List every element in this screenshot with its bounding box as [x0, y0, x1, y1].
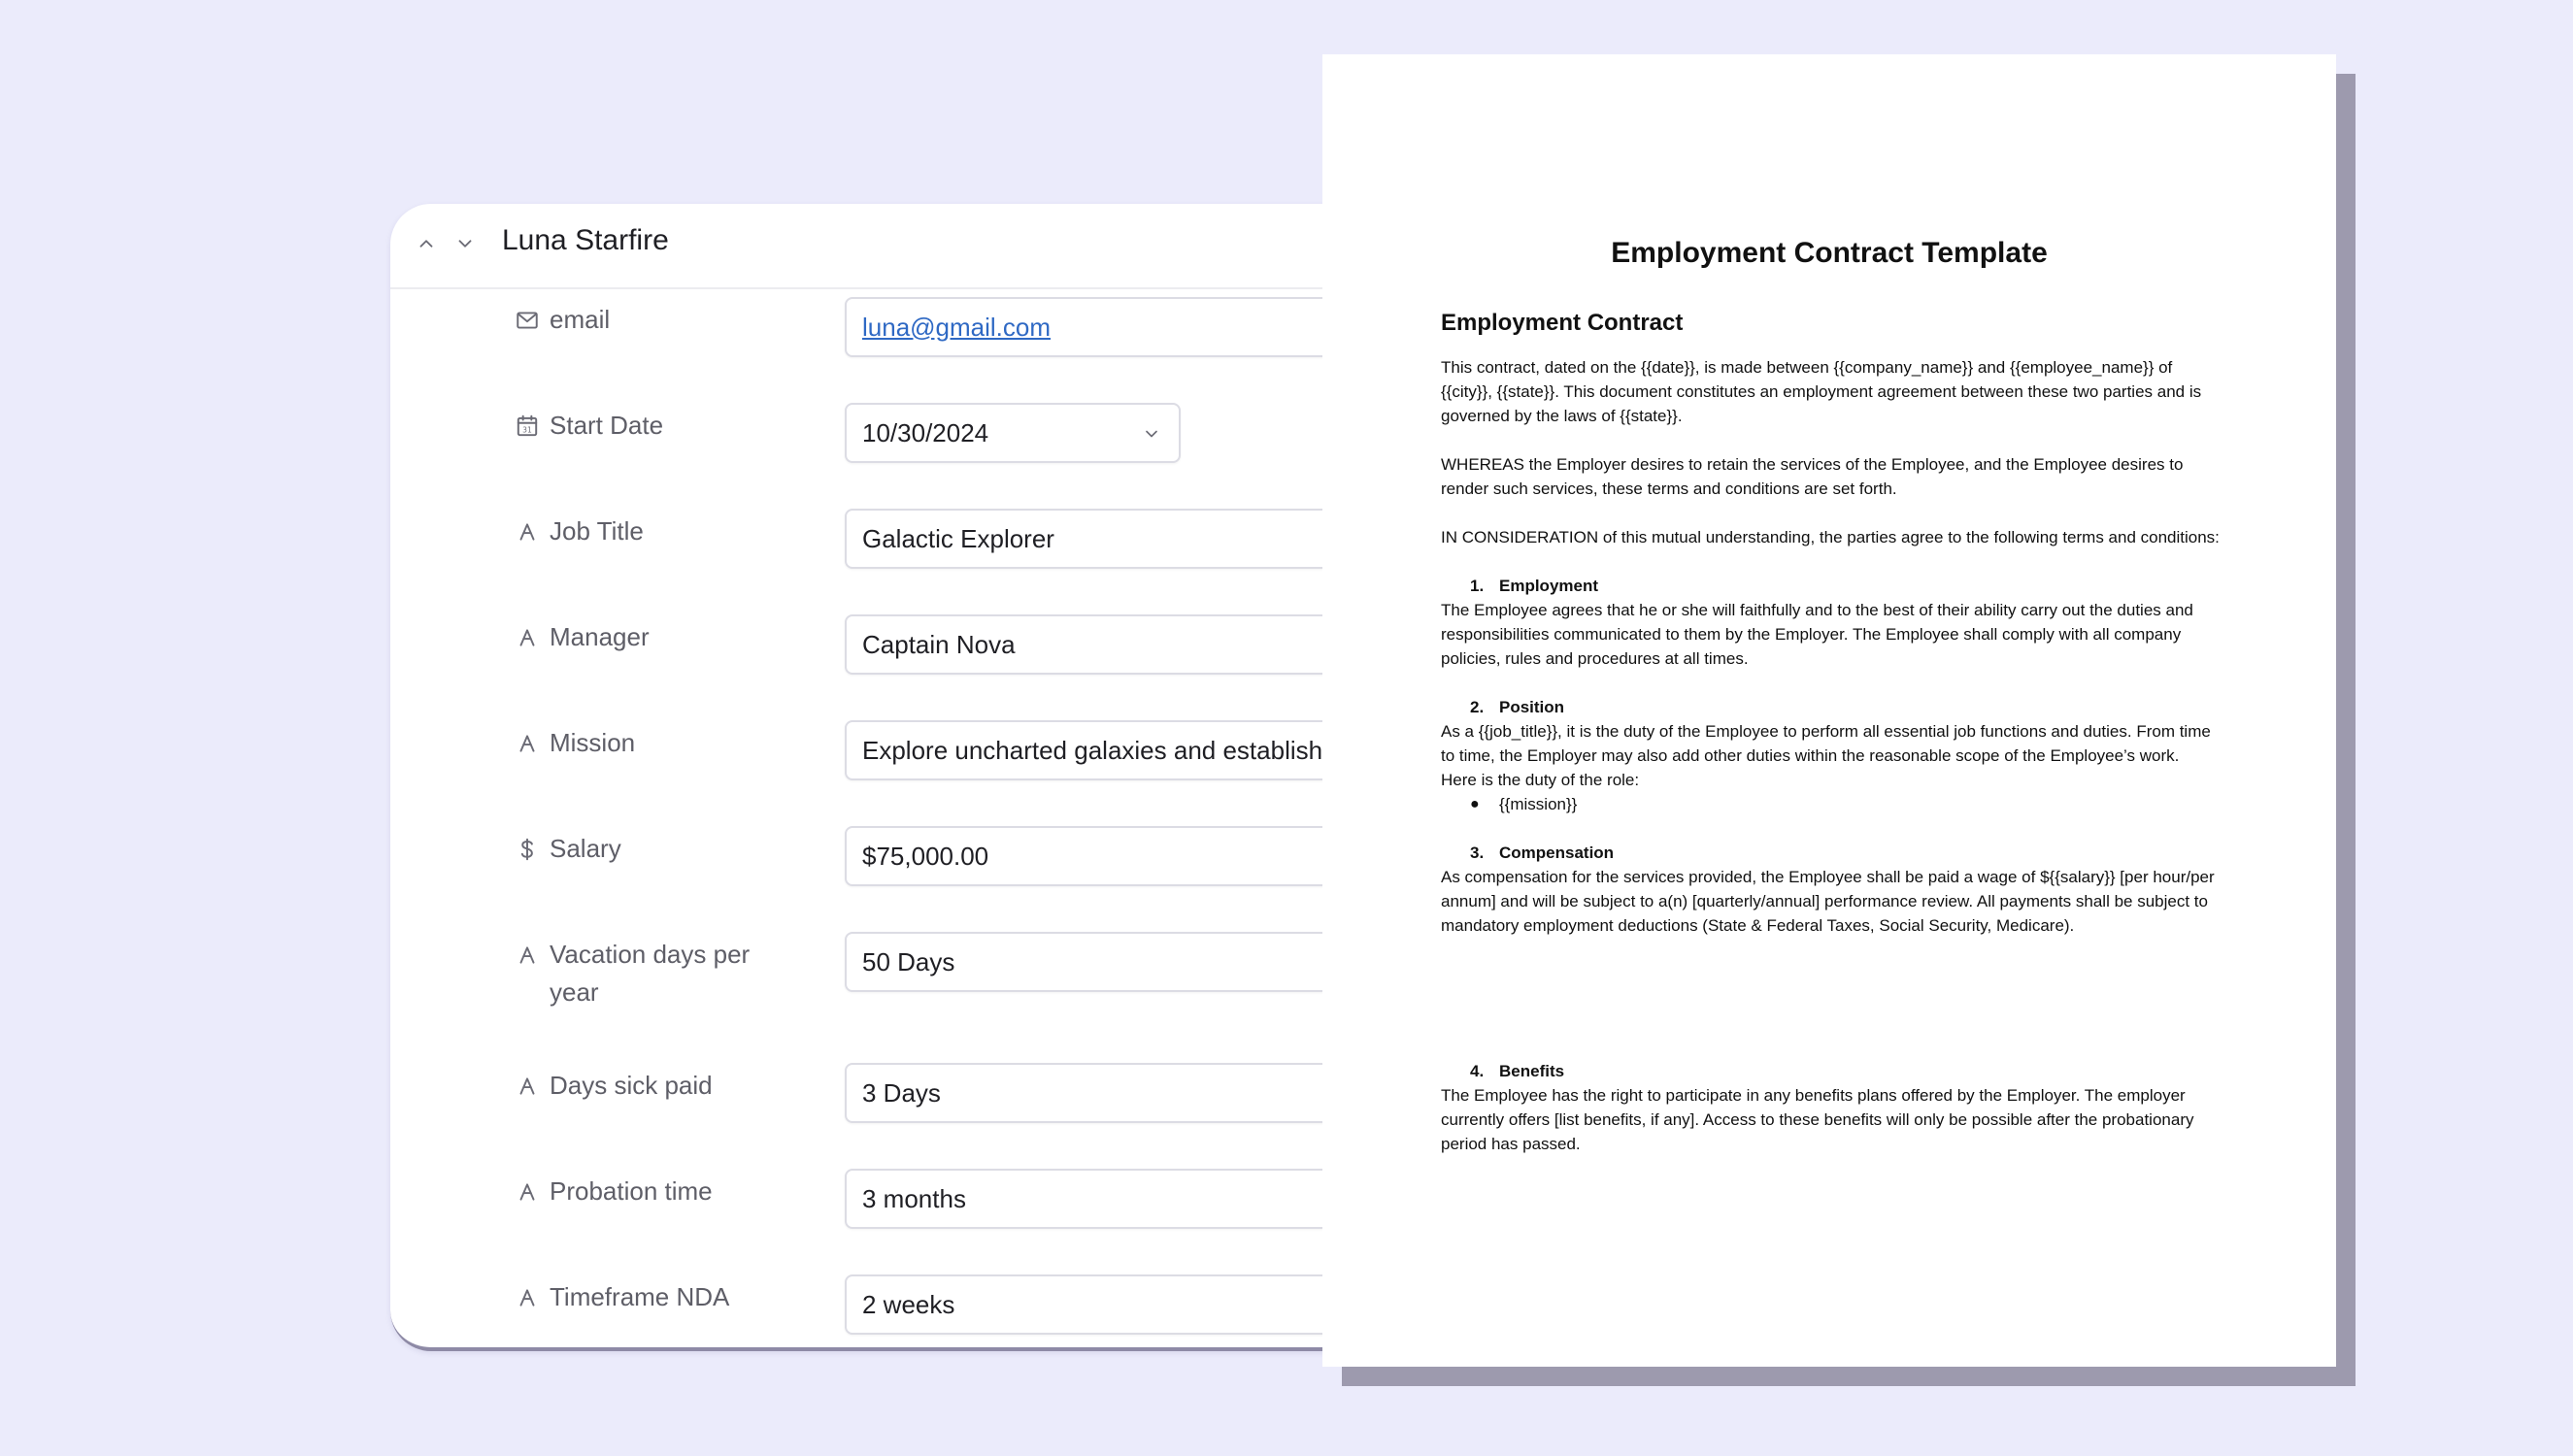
mail-icon — [515, 308, 540, 333]
section-title-position — [1441, 695, 2227, 719]
text-icon — [515, 519, 540, 545]
start-date-select[interactable] — [845, 403, 1181, 463]
field-label-email: email — [550, 305, 611, 334]
section-number: 4. — [1470, 1062, 1485, 1080]
contract-document — [1322, 54, 2336, 1367]
section-title-text: Position — [1499, 698, 1565, 716]
text-icon — [515, 943, 540, 968]
field-label-mission: Mission — [550, 728, 636, 757]
email-field[interactable]: luna@gmail.com — [845, 297, 1420, 357]
intro-paragraph: This contract, dated on the {{date}}, is made between {{company_name}} and {{employee_name}} of {{city}}, {{state}}. This document constitutes an employment agreement between these two parties and is governed by the laws of {{state}}. — [1441, 358, 2202, 425]
document-body — [1441, 309, 2227, 1180]
field-label-salary: Salary — [550, 834, 621, 863]
record-header — [390, 204, 1420, 289]
job-title-field[interactable]: Galactic Explorer — [845, 509, 1420, 569]
chevron-up-icon — [416, 233, 437, 254]
section-title-employment — [1441, 574, 2227, 598]
start-date-value: 10/30/2024 — [862, 417, 989, 447]
whereas-paragraph: WHEREAS the Employer desires to retain the services of the Employee, and the Employee desires to render such services, these terms and conditions are set forth. — [1441, 455, 2184, 498]
field-label-job-title: Job Title — [550, 516, 644, 546]
timeframe-nda-field[interactable]: 2 weeks — [845, 1274, 1420, 1335]
document-heading: Employment Contract — [1441, 310, 1684, 336]
section-text-position: As a {{job_title}}, it is the duty of the Employee to perform all essential job functions and duties. From time to time, the Employer may also add other duties within the reasonable scope of the Employee’s work. — [1441, 722, 2211, 765]
page-spacer — [1441, 962, 2227, 1059]
text-icon — [515, 625, 540, 650]
section-number: 2. — [1470, 698, 1485, 716]
section-text-compensation: As compensation for the services provided, the Employee shall be paid a wage of ${{salary}} [per hour/per annum] and will be subject to a(n) [quarterly/annual] performance review. All payments shall be subject to mandatory employment deductions (State & Federal Taxes, Social Security, Medicare). — [1441, 868, 2215, 935]
section-title-compensation — [1441, 841, 2227, 865]
section-text-employment: The Employee agrees that he or she will faithfully and to the best of their ability carry out the duties and responsibilities communicated to them by the Employer. The Employee shall comply with all company policies, rules and procedures at all times. — [1441, 601, 2193, 668]
field-label-timeframe-nda: Timeframe NDA — [550, 1282, 730, 1311]
record-title: Luna Starfire — [502, 224, 669, 256]
svg-text:31: 31 — [522, 425, 532, 435]
dollar-icon — [515, 837, 540, 862]
manager-field[interactable]: Captain Nova — [845, 614, 1420, 675]
bullet-text: {{mission}} — [1499, 795, 1578, 813]
text-icon — [515, 1179, 540, 1205]
section-number: 1. — [1470, 577, 1485, 595]
text-icon — [515, 731, 540, 756]
previous-record-button[interactable] — [412, 229, 441, 258]
section-title-benefits — [1441, 1059, 2227, 1083]
text-icon — [515, 1285, 540, 1310]
section-text-benefits: The Employee has the right to participate in any benefits plans offered by the Employer. The employer currently offers [list benefits, if any]. Access to these benefits will only be possible after the probationary period has passed. — [1441, 1086, 2194, 1153]
section-title-text: Benefits — [1499, 1062, 1565, 1080]
text-icon — [515, 1074, 540, 1099]
calendar-icon — [515, 414, 540, 439]
section-title-text: Employment — [1499, 577, 1599, 595]
next-record-button[interactable] — [451, 229, 480, 258]
bullet-icon: ● — [1470, 796, 1480, 812]
section-title-text: Compensation — [1499, 844, 1615, 862]
chevron-down-icon — [454, 233, 476, 254]
sick-days-field[interactable]: 3 Days — [845, 1063, 1420, 1123]
salary-field[interactable]: $75,000.00 — [845, 826, 1420, 886]
field-label-sick-days: Days sick paid — [550, 1071, 713, 1100]
consideration-paragraph: IN CONSIDERATION of this mutual understanding, the parties agree to the following terms and conditions: — [1441, 528, 2220, 546]
field-label-vacation-days: Vacation days per year — [550, 940, 751, 1007]
probation-time-field[interactable]: 3 months — [845, 1169, 1420, 1229]
list-item — [1441, 792, 2227, 816]
section-number: 3. — [1470, 844, 1485, 862]
field-label-probation-time: Probation time — [550, 1176, 713, 1206]
record-panel — [390, 204, 1420, 1351]
field-label-manager: Manager — [550, 622, 650, 651]
mission-field[interactable]: Explore uncharted galaxies and establish — [845, 720, 1420, 780]
chevron-down-icon — [1142, 424, 1161, 444]
field-label-start-date: Start Date — [550, 411, 664, 440]
section-extra-position: Here is the duty of the role: — [1441, 771, 1640, 789]
vacation-days-field[interactable]: 50 Days — [845, 932, 1420, 992]
document-title: Employment Contract Template — [1611, 237, 2048, 269]
